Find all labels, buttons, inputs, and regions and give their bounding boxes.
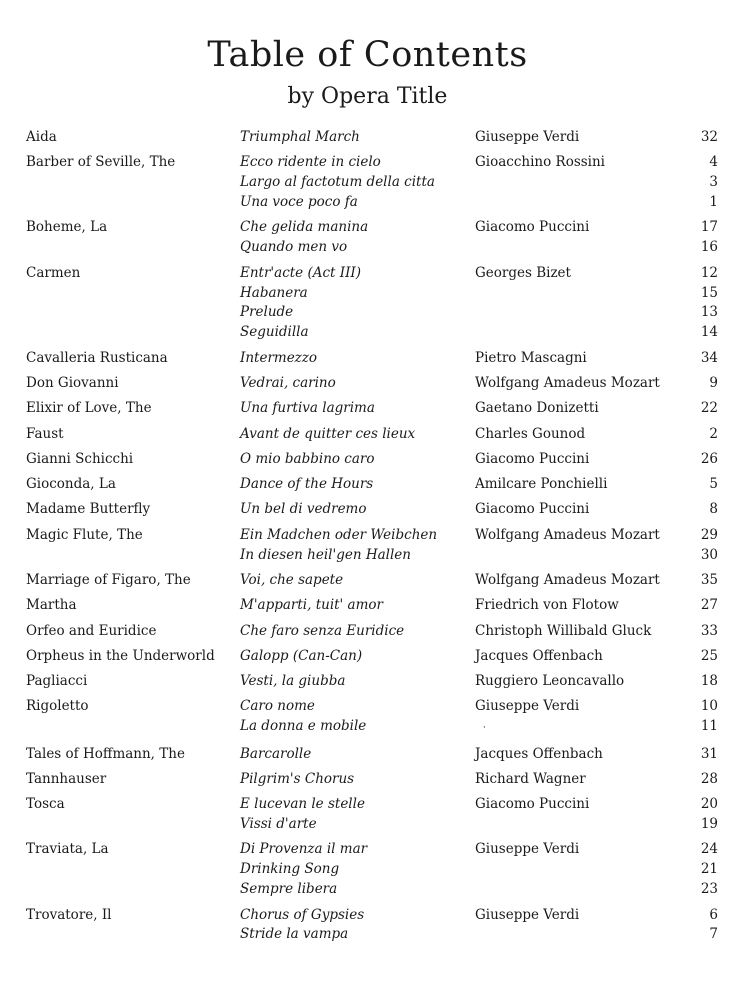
composer-name: Gioacchino Rossini bbox=[475, 154, 606, 171]
page-number-list bbox=[678, 425, 718, 445]
toc-entry bbox=[26, 697, 718, 739]
toc-entry bbox=[26, 622, 718, 642]
composer-name: Wolfgang Amadeus Mozart bbox=[475, 571, 660, 588]
page-number-list bbox=[678, 840, 718, 900]
aria-list bbox=[240, 264, 475, 344]
composer-cell bbox=[475, 647, 678, 667]
aria-title: Vesti, la giubba bbox=[240, 673, 346, 690]
composer-name: Giuseppe Verdi bbox=[475, 129, 580, 145]
composer-cell bbox=[475, 697, 678, 739]
page-number: 25 bbox=[700, 647, 718, 664]
page-number: 33 bbox=[700, 622, 718, 639]
composer-cell bbox=[475, 672, 678, 692]
aria-list bbox=[240, 399, 475, 419]
aria-title: Seguidilla bbox=[240, 324, 309, 341]
page-number: 28 bbox=[700, 770, 718, 787]
composer-cell bbox=[475, 475, 678, 495]
composer-name: Christoph Willibald Gluck bbox=[475, 622, 652, 639]
page-number: 23 bbox=[700, 881, 718, 898]
page-number: 10 bbox=[700, 698, 718, 715]
toc-entry bbox=[26, 571, 718, 591]
aria-title: Dance of the Hours bbox=[240, 476, 374, 493]
aria-list bbox=[240, 425, 475, 445]
toc-entry bbox=[26, 399, 718, 419]
composer-name: Giuseppe Verdi bbox=[475, 841, 580, 858]
page-number-list bbox=[678, 374, 718, 394]
page-number-list bbox=[678, 526, 718, 566]
composer-name: Giacomo Puccini bbox=[475, 219, 590, 236]
aria-list bbox=[240, 153, 475, 213]
page-number-list bbox=[678, 218, 718, 258]
toc-entry bbox=[26, 596, 718, 616]
composer-name: Pietro Mascagni bbox=[475, 349, 587, 366]
aria-list bbox=[240, 906, 475, 946]
aria-list bbox=[240, 697, 475, 739]
page-number-list bbox=[678, 500, 718, 520]
composer-name: Gaetano Donizetti bbox=[475, 400, 599, 417]
aria-list bbox=[240, 128, 475, 148]
page-number: 11 bbox=[700, 718, 718, 735]
aria-title: Intermezzo bbox=[240, 349, 318, 366]
aria-title: Entr'acte (Act III) bbox=[240, 264, 362, 281]
page-number: 20 bbox=[700, 796, 718, 813]
aria-list bbox=[240, 526, 475, 566]
composer-cell bbox=[475, 374, 678, 394]
page-number-list bbox=[678, 475, 718, 495]
opera-title: Gioconda, La bbox=[26, 476, 116, 493]
page-number: 2 bbox=[709, 425, 718, 442]
aria-list bbox=[240, 596, 475, 616]
composer-cell bbox=[475, 596, 678, 616]
aria-list bbox=[240, 622, 475, 642]
opera-title: Marriage of Figaro, The bbox=[26, 571, 191, 588]
page-number: 26 bbox=[700, 450, 718, 467]
page-number-list bbox=[678, 770, 718, 790]
page-number: 4 bbox=[709, 154, 718, 171]
composer-name: Giuseppe Verdi bbox=[475, 906, 580, 923]
opera-title: Don Giovanni bbox=[26, 374, 119, 391]
aria-title: In diesen heil'gen Hallen bbox=[240, 546, 411, 563]
aria-list bbox=[240, 672, 475, 692]
page-number-list bbox=[678, 399, 718, 419]
aria-title: Voi, che sapete bbox=[240, 571, 344, 588]
composer-cell bbox=[475, 622, 678, 642]
page-number: 15 bbox=[700, 284, 718, 301]
aria-list bbox=[240, 349, 475, 369]
toc-entry bbox=[26, 647, 718, 667]
stray-mark: · bbox=[483, 723, 486, 734]
composer-name: Jacques Offenbach bbox=[475, 745, 603, 762]
aria-title: Che gelida manina bbox=[240, 219, 369, 236]
composer-cell bbox=[475, 450, 678, 470]
page-number-list bbox=[678, 622, 718, 642]
aria-title: Prelude bbox=[240, 304, 294, 321]
aria-title: Vissi d'arte bbox=[240, 816, 317, 833]
composer-cell bbox=[475, 399, 678, 419]
composer-cell bbox=[475, 526, 678, 566]
aria-title: Pilgrim's Chorus bbox=[240, 770, 355, 787]
aria-title: O mio babbino caro bbox=[240, 450, 375, 467]
opera-title: Trovatore, Il bbox=[26, 906, 112, 923]
composer-name: Wolfgang Amadeus Mozart bbox=[475, 526, 660, 543]
page-number: 13 bbox=[700, 304, 718, 321]
aria-title: Un bel di vedremo bbox=[240, 501, 367, 518]
page-number: 6 bbox=[709, 906, 718, 923]
toc-entry bbox=[26, 128, 718, 148]
aria-list bbox=[240, 745, 475, 765]
page-number: 34 bbox=[700, 349, 718, 366]
aria-list bbox=[240, 374, 475, 394]
toc-entry bbox=[26, 264, 718, 344]
toc-entry bbox=[26, 840, 718, 900]
aria-title: Quando men vo bbox=[240, 239, 348, 256]
page-number-list bbox=[678, 450, 718, 470]
toc-entry bbox=[26, 450, 718, 470]
toc-entry bbox=[26, 475, 718, 495]
page-number-list bbox=[678, 596, 718, 616]
opera-title: Faust bbox=[26, 425, 64, 442]
toc-entry bbox=[26, 906, 718, 946]
composer-name: Amilcare Ponchielli bbox=[475, 476, 608, 493]
opera-title: Orpheus in the Underworld bbox=[26, 647, 215, 664]
opera-title: Elixir of Love, The bbox=[26, 400, 152, 417]
page-title: Table of Contents bbox=[207, 35, 528, 75]
composer-cell bbox=[475, 500, 678, 520]
page-number: 21 bbox=[700, 861, 718, 878]
composer-cell bbox=[475, 571, 678, 591]
toc-entry bbox=[26, 795, 718, 835]
aria-title: Avant de quitter ces lieux bbox=[240, 425, 416, 442]
toc-entry bbox=[26, 500, 718, 520]
page-number: 1 bbox=[709, 194, 718, 211]
page-subtitle: by Opera Title bbox=[287, 84, 448, 109]
page-number: 17 bbox=[700, 219, 718, 236]
aria-title: Sempre libera bbox=[240, 881, 338, 898]
aria-list bbox=[240, 218, 475, 258]
aria-title: Una voce poco fa bbox=[240, 194, 358, 211]
toc-entry bbox=[26, 218, 718, 258]
aria-title: Drinking Song bbox=[240, 861, 340, 878]
page-number: 7 bbox=[709, 926, 718, 943]
aria-list bbox=[240, 795, 475, 835]
aria-list bbox=[240, 571, 475, 591]
page-number: 31 bbox=[700, 745, 718, 762]
aria-title: Una furtiva lagrima bbox=[240, 400, 375, 417]
opera-title: Rigoletto bbox=[26, 698, 89, 715]
toc-entry bbox=[26, 672, 718, 692]
aria-title: M'apparti, tuit' amor bbox=[240, 597, 383, 614]
composer-cell bbox=[475, 153, 678, 213]
page-number: 9 bbox=[709, 374, 718, 391]
composer-name: Giacomo Puccini bbox=[475, 501, 590, 518]
toc-entry bbox=[26, 770, 718, 790]
aria-title: Habanera bbox=[240, 284, 308, 301]
page-number: 30 bbox=[700, 546, 718, 563]
opera-title: Madame Butterfly bbox=[26, 501, 151, 518]
page-number: 24 bbox=[700, 841, 718, 858]
page-number-list bbox=[678, 264, 718, 344]
composer-cell bbox=[475, 425, 678, 445]
page-number: 16 bbox=[700, 239, 718, 256]
page-number-list bbox=[678, 571, 718, 591]
aria-title: Vedrai, carino bbox=[240, 374, 336, 391]
opera-title: Tales of Hoffmann, The bbox=[26, 745, 185, 762]
opera-title: Cavalleria Rusticana bbox=[26, 349, 168, 366]
page-number-list bbox=[678, 795, 718, 835]
aria-title: Ein Madchen oder Weibchen bbox=[240, 526, 438, 543]
aria-title: Stride la vampa bbox=[240, 926, 349, 943]
aria-title: Largo al factotum della citta bbox=[240, 174, 435, 191]
aria-title: Chorus of Gypsies bbox=[240, 906, 365, 923]
composer-name: Wolfgang Amadeus Mozart bbox=[475, 374, 660, 391]
opera-title: Gianni Schicchi bbox=[26, 450, 134, 467]
composer-name: Giacomo Puccini bbox=[475, 796, 590, 813]
page-number: 19 bbox=[700, 816, 718, 833]
page-number: 27 bbox=[700, 597, 718, 614]
opera-title: Barber of Seville, The bbox=[26, 154, 176, 171]
opera-title: Aida bbox=[26, 129, 57, 145]
toc-entry bbox=[26, 745, 718, 765]
composer-name: Giuseppe Verdi bbox=[475, 698, 580, 715]
composer-cell bbox=[475, 264, 678, 344]
aria-list bbox=[240, 500, 475, 520]
composer-cell bbox=[475, 906, 678, 946]
page-number: 22 bbox=[700, 400, 718, 417]
page-number: 29 bbox=[700, 526, 718, 543]
opera-title: Carmen bbox=[26, 264, 81, 281]
opera-title: Martha bbox=[26, 597, 77, 614]
aria-title: E lucevan le stelle bbox=[240, 796, 365, 813]
aria-list bbox=[240, 840, 475, 900]
composer-name: Friedrich von Flotow bbox=[475, 597, 619, 614]
toc-entry bbox=[26, 349, 718, 369]
toc-list bbox=[26, 128, 718, 951]
page-number: 3 bbox=[709, 174, 718, 191]
composer-cell bbox=[475, 770, 678, 790]
aria-title: Galopp (Can-Can) bbox=[240, 647, 363, 664]
opera-title: Tannhauser bbox=[26, 770, 107, 787]
page-number: 32 bbox=[700, 129, 718, 145]
aria-list bbox=[240, 647, 475, 667]
aria-title: Di Provenza il mar bbox=[240, 841, 368, 858]
page-number: 8 bbox=[709, 501, 718, 518]
page-number-list bbox=[678, 745, 718, 765]
page-number-list bbox=[678, 697, 718, 739]
composer-cell bbox=[475, 128, 678, 148]
page-number-list bbox=[678, 349, 718, 369]
composer-cell bbox=[475, 349, 678, 369]
composer-cell bbox=[475, 218, 678, 258]
page-number-list bbox=[678, 672, 718, 692]
composer-name: Giacomo Puccini bbox=[475, 450, 590, 467]
aria-title: Che faro senza Euridice bbox=[240, 622, 405, 639]
composer-name: Jacques Offenbach bbox=[475, 647, 603, 664]
page-number-list bbox=[678, 906, 718, 946]
aria-title: Barcarolle bbox=[240, 745, 312, 762]
page-number: 35 bbox=[700, 571, 718, 588]
aria-list bbox=[240, 450, 475, 470]
opera-title: Boheme, La bbox=[26, 219, 108, 236]
composer-cell bbox=[475, 795, 678, 835]
page-number-list bbox=[678, 647, 718, 667]
composer-name: Ruggiero Leoncavallo bbox=[475, 673, 625, 690]
aria-title: Caro nome bbox=[240, 698, 315, 715]
composer-name: Charles Gounod bbox=[475, 425, 586, 442]
toc-entry bbox=[26, 425, 718, 445]
page-number: 14 bbox=[700, 324, 718, 341]
composer-cell bbox=[475, 745, 678, 765]
toc-entry bbox=[26, 153, 718, 213]
composer-cell bbox=[475, 840, 678, 900]
opera-title: Traviata, La bbox=[26, 841, 109, 858]
page-number: 12 bbox=[700, 264, 718, 281]
aria-list bbox=[240, 475, 475, 495]
aria-list bbox=[240, 770, 475, 790]
opera-title: Orfeo and Euridice bbox=[26, 622, 157, 639]
opera-title: Magic Flute, The bbox=[26, 526, 143, 543]
page-number-list bbox=[678, 153, 718, 213]
page-number-list bbox=[678, 128, 718, 148]
opera-title: Pagliacci bbox=[26, 673, 88, 690]
composer-name: Richard Wagner bbox=[475, 770, 586, 787]
page-number: 5 bbox=[709, 476, 718, 493]
aria-title: Ecco ridente in cielo bbox=[240, 154, 381, 171]
aria-title: Triumphal March bbox=[240, 129, 360, 145]
composer-name: Georges Bizet bbox=[475, 264, 571, 281]
toc-entry bbox=[26, 526, 718, 566]
opera-title: Tosca bbox=[26, 796, 65, 813]
aria-title: La donna e mobile bbox=[240, 718, 367, 735]
toc-entry bbox=[26, 374, 718, 394]
page-number: 18 bbox=[700, 673, 718, 690]
